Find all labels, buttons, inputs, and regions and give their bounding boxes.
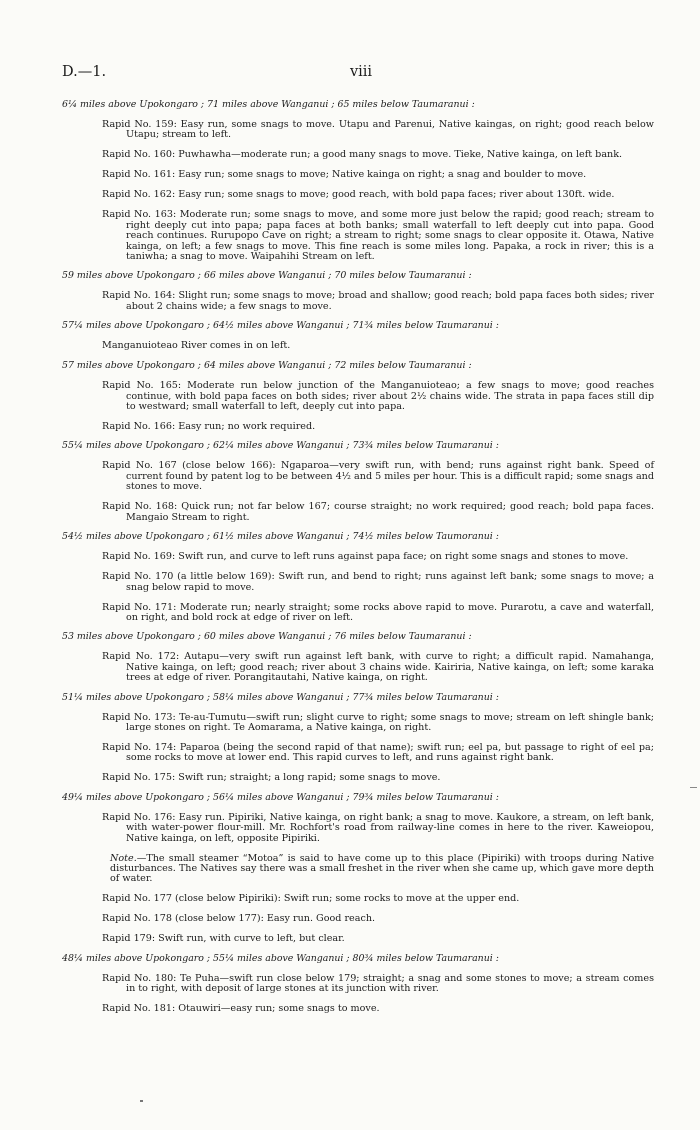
page-header (62, 64, 660, 84)
section-55-25-miles (62, 441, 654, 523)
section-6-25-miles (62, 100, 654, 262)
document-reference: D.—1. (62, 64, 107, 80)
rapid-159: Rapid No. 159: Easy run, some snags to move. Utapu and Parenui, Native kaingas, on right; good reach below Utapu; stream to left. (102, 119, 654, 141)
rapid-180: Rapid No. 180: Te Puha—swift run close below 179; straight; a snag and some stones to move; a stream comes in to right, with deposit of large stones at its junction with river. (102, 972, 654, 995)
location-heading: 57¼ miles above Upokongaro ; 64½ miles above Wanganui ; 71¾ miles below Taumaranui : (62, 320, 499, 332)
rapid-167: Rapid No. 167 (close below 166): Ngaparoa—very swift run, with bend; runs against right bank. Speed of current found by patent log to be between 4½ and 5 miles per hour. This is a difficult rapid; some snags and stones to move. (102, 460, 654, 493)
page-number: viii (349, 64, 373, 80)
location-heading: 55¼ miles above Upokongaro ; 62¼ miles above Wanganui ; 73¾ miles below Taumaranui : (62, 440, 499, 452)
note-label: Note. (110, 852, 137, 864)
manganuioteao-note: Manganuioteao River comes in on left. (102, 340, 291, 352)
section-54-5-miles (62, 532, 654, 623)
location-heading: 59 miles above Upokongaro ; 66 miles above Wanganui ; 70 miles below Taumaranui : (62, 270, 472, 282)
rapid-166: Rapid No. 166: Easy run; no work required. (102, 421, 316, 433)
note-text: —The small steamer “Motoa” is said to have come up to this place (Pipiriki) with troops during Native disturbances. The Natives say there was a small freshet in the river when she came up, which gave more depth of water. (110, 852, 654, 885)
rapid-173: Rapid No. 173: Te-au-Tumutu—swift run; slight curve to right; some snags to move; stream on left shingle bank; large stones on right. Te Aomarama, a Native kainga, on right. (102, 711, 654, 733)
page-speck (140, 1100, 143, 1102)
rapid-170: Rapid No. 170 (a little below 169): Swift run, and bend to right; runs against left bank; some snags to move; a snag below rapid to move. (102, 571, 654, 593)
location-heading: 49¼ miles above Upokongaro ; 56¼ miles above Wanganui ; 79¾ miles below Taumaranui : (62, 791, 499, 803)
rapid-164: Rapid No. 164: Slight run; some snags to move; broad and shallow; good reach; bold papa faces both sides; river about 2 chains wide; a few snags to move. (102, 290, 654, 312)
location-heading: 57 miles above Upokongaro ; 64 miles above Wanganui ; 72 miles below Taumaranui : (62, 360, 472, 372)
location-heading: 48¼ miles above Upokongaro ; 55¼ miles above Wanganui ; 80¾ miles below Taumaranui : (62, 952, 499, 964)
rapid-176: Rapid No. 176: Easy run. Pipiriki, Native kainga, on right bank; a snag to move. Kaukore, a stream, on left bank, with water-power flour-mill. Mr. Rochfort's road from railway-line comes in here to the river. Kaweiopou, Native kainga, on left, opposite Pipiriki. (102, 811, 654, 844)
rapid-165: Rapid No. 165: Moderate run below junction of the Manganuioteao; a few snags to move; good reaches continue, with bold papa faces on both sides; river about 2½ chains wide. The strata in papa faces still dip to westward; small waterfall to left, deeply cut into papa. (102, 380, 654, 413)
location-heading: 51¼ miles above Upokongaro ; 58¼ miles above Wanganui ; 77¾ miles below Taumaranui : (62, 691, 499, 703)
section-53-miles (62, 632, 654, 683)
rapid-172: Rapid No. 172: Autapu—very swift run against left bank, with curve to right; a difficult rapid. Namahanga, Native kainga, on left; good reach; river about 3 chains wide. Kairiria, Native kainga, on left; some karaka trees at edge of river. Porangitautahi, Native kainga, on right. (102, 651, 654, 684)
rapid-171: Rapid No. 171: Moderate run; nearly straight; some rocks above rapid to move. Purarotu, a cave and waterfall, on right, and bold rock at edge of river on left. (102, 601, 654, 623)
rapid-162: Rapid No. 162: Easy run; some snags to move; good reach, with bold papa faces; river about 130ft. wide. (102, 189, 615, 201)
rapid-175: Rapid No. 175: Swift run; straight; a long rapid; some snags to move. (102, 772, 441, 784)
section-49-25-miles (62, 793, 654, 945)
section-59-miles (62, 271, 654, 312)
rapid-160: Rapid No. 160: Puwhawha—moderate run; a good many snags to move. Tieke, Native kainga, on left bank. (102, 149, 623, 161)
location-heading: 6¼ miles above Upokongaro ; 71 miles above Wanganui ; 65 miles below Taumaranui : (62, 99, 475, 110)
section-48-25-miles (62, 954, 654, 1015)
rapid-163: Rapid No. 163: Moderate run; some snags to move, and some more just below the rapid; good reach; stream to right deeply cut into papa; papa faces at both banks; small waterfall to left deeply cut into papa. Good reach continues. Rurupopo Cave on right; a stream to right; some snags to clear opposite it. Otawa, Native kainga, on left; a few snags to move. This fine reach is some miles long. Papaka, a rock in river; this is a taniwha; a snag to move. Waipahihi Stream on left. (102, 209, 654, 263)
rapid-177: Rapid No. 177 (close below Pipiriki): Swift run; some rocks to move at the upper end. (102, 893, 520, 905)
page-content (62, 100, 654, 1024)
rapid-174: Rapid No. 174: Paparoa (being the second rapid of that name); swift run; eel pa, but passage to right of eel pa; some rocks to move at lower end. This rapid curves to left, and runs against right bank. (102, 741, 654, 764)
section-57-miles (62, 361, 654, 432)
rapid-169: Rapid No. 169: Swift run, and curve to left runs against papa face; on right some snags and stones to move. (102, 551, 629, 563)
margin-mark (690, 787, 697, 788)
location-heading: 54½ miles above Upokongaro ; 61½ miles above Wanganui ; 74½ miles below Taumoranui : (62, 531, 499, 543)
rapid-168: Rapid No. 168: Quick run; not far below 167; course straight; no work required; good reach; bold papa faces. Mangaio Stream to right. (102, 501, 654, 523)
section-57-25-miles (62, 321, 654, 351)
location-heading: 53 miles above Upokongaro ; 60 miles above Wanganui ; 76 miles below Taumaranui : (62, 631, 472, 643)
rapid-181: Rapid No. 181: Otauwiri—easy run; some snags to move. (102, 1003, 380, 1015)
rapid-161: Rapid No. 161: Easy run; some snags to move; Native kainga on right; a snag and boulder to move. (102, 169, 587, 181)
rapid-178: Rapid No. 178 (close below 177): Easy run. Good reach. (102, 913, 376, 925)
steamer-note (110, 854, 654, 885)
rapid-179: Rapid 179: Swift run, with curve to left, but clear. (102, 933, 345, 945)
section-51-25-miles (62, 693, 654, 784)
